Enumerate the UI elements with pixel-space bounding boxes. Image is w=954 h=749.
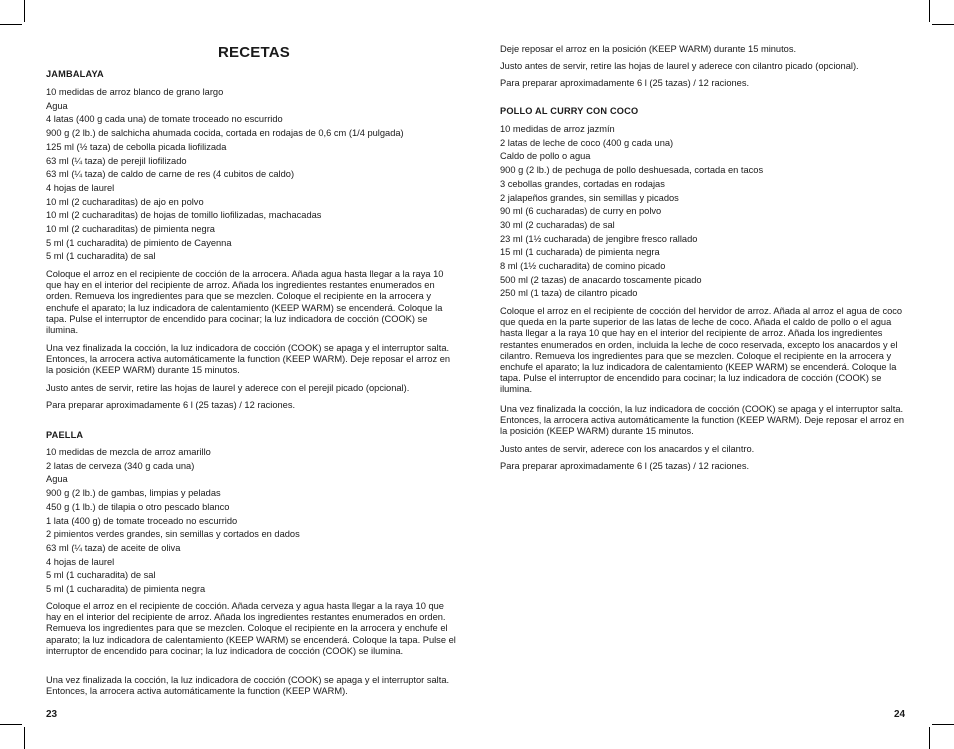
list-item: 4 hojas de laurel (46, 182, 115, 193)
list-item: 500 ml (2 tazas) de anacardo toscamente picado (500, 274, 702, 285)
instruction-paragraph: Justo antes de servir, aderece con los anacardos y el cilantro. (500, 444, 755, 454)
servings-text: Para preparar aproximadamente 6 l (25 tazas) / 12 raciones. (500, 461, 750, 471)
instruction-paragraph: Justo antes de servir, retire las hojas de laurel y aderece con el perejil picado (opcional). (46, 383, 410, 393)
list-item: 5 ml (1 cucharadita) de pimienta negra (46, 584, 206, 595)
crop-mark (24, 0, 25, 22)
list-item: 63 ml (¼ taza) de aceite de oliva (46, 542, 181, 553)
list-item: 63 ml (¼ taza) de caldo de carne de res (4 cubitos de caldo) (46, 169, 295, 180)
list-item: 250 ml (1 taza) de cilantro picado (500, 288, 638, 299)
instruction-paragraph: Una vez finalizada la cocción, la luz indicadora de cocción (COOK) se apaga y el interruptor salta. Entonces, la arrocera activa automáticamente la function (KEEP WARM). Deje reposar el arroz en la posición (KEEP WARM) durante 15 minutos. (46, 343, 451, 376)
instruction-paragraph: Coloque el arroz en el recipiente de cocción. Añada cerveza y agua hasta llegar a la raya 10 que hay en el interior del recipiente de arroz. Añada los ingredientes restantes enumerados en orden. Remueva los ingredientes para que se mezclen. Coloque el recipiente en la arrocera y enchufe el aparato; la luz indicadora de calentamiento (KEEP WARM) se encenderá. Coloque la tapa. Pulse el interruptor de encendido para cocinar; la luz indicadora de cocción (COOK) se ilumina. (46, 601, 456, 656)
list-item: 63 ml (¼ taza) de perejil liofilizado (46, 155, 187, 166)
list-item: 5 ml (1 cucharadita) de sal (46, 570, 156, 581)
list-item: 10 ml (2 cucharaditas) de pimienta negra (46, 224, 215, 235)
instruction-paragraph: Una vez finalizada la cocción, la luz indicadora de cocción (COOK) se apaga y el interruptor salta. Entonces, la arrocera activa automáticamente la function (KEEP WARM). (46, 675, 450, 697)
recipe-heading-jambalaya: JAMBALAYA (46, 69, 104, 79)
list-item: 8 ml (1½ cucharadita) de comino picado (500, 261, 666, 272)
list-item: Agua (46, 474, 68, 485)
list-item: 5 ml (1 cucharadita) de pimiento de Cayenna (46, 237, 232, 248)
list-item: 2 jalapeños grandes, sin semillas y picados (500, 192, 679, 203)
ingredient-list-jambalaya (46, 86, 404, 264)
list-item: 15 ml (1 cucharada) de pimienta negra (500, 247, 660, 258)
crop-mark (0, 24, 22, 25)
crop-mark (929, 0, 930, 22)
list-item: 2 latas de cerveza (340 g cada una) (46, 460, 195, 471)
instruction-paragraph: Coloque el arroz en el recipiente de cocción del hervidor de arroz. Añada al arroz el agua de coco que queda en la parte superior de las latas de leche de coco. Añada el caldo de pollo o el agua hasta llegar a la raya 10 que hay en el interior del recipiente de arroz. Añada los ingredientes restantes enumerados en orden, incluida la leche de coco reservada, excepto los anacardos y el cilantro. Remueva los ingredientes para que se mezclen. Coloque el recipiente en la arrocera y enchufe el aparato; la luz indicadora de calentamiento (KEEP WARM) se encenderá. Coloque la tapa. Pulse el interruptor de encendido para cocinar; la luz indicadora de cocción (COOK) se ilumina. (500, 306, 903, 395)
list-item: 2 pimientos verdes grandes, sin semillas y cortados en dados (46, 529, 300, 540)
crop-mark (932, 24, 954, 25)
page-title: RECETAS (218, 44, 290, 61)
list-item: 125 ml (½ taza) de cebolla picada liofilizada (46, 141, 227, 152)
list-item: 900 g (2 lb.) de salchicha ahumada cocida, cortada en rodajas de 0,6 cm (1/4 pulgada) (46, 128, 404, 139)
recipe-heading-pollo: POLLO AL CURRY CON COCO (500, 106, 639, 116)
list-item: 10 ml (2 cucharaditas) de hojas de tomillo liofilizadas, machacadas (46, 210, 322, 221)
page-number-right: 24 (894, 709, 906, 720)
list-item: 1 lata (400 g) de tomate troceado no escurrido (46, 515, 238, 526)
recipe-heading-paella: PAELLA (46, 430, 84, 440)
crop-mark (932, 724, 954, 725)
crop-mark (0, 724, 22, 725)
list-item: Caldo de pollo o agua (500, 151, 591, 162)
page-number-left: 23 (46, 709, 58, 720)
list-item: 2 latas de leche de coco (400 g cada una) (500, 137, 674, 148)
instruction-paragraph: Deje reposar el arroz en la posición (KEEP WARM) durante 15 minutos. (500, 44, 797, 54)
list-item: Agua (46, 100, 68, 111)
list-item: 3 cebollas grandes, cortadas en rodajas (500, 178, 665, 189)
list-item: 90 ml (6 cucharadas) de curry en polvo (500, 206, 662, 217)
servings-text: Para preparar aproximadamente 6 l (25 tazas) / 12 raciones. (500, 78, 750, 88)
crop-mark (24, 727, 25, 749)
list-item: 5 ml (1 cucharadita) de sal (46, 251, 156, 262)
list-item: 30 ml (2 cucharadas) de sal (500, 219, 615, 230)
list-item: 23 ml (1½ cucharada) de jengibre fresco rallado (500, 233, 698, 244)
ingredient-list-pollo (500, 123, 763, 301)
instruction-paragraph: Justo antes de servir, retire las hojas de laurel y aderece con cilantro picado (opcional). (500, 61, 859, 71)
list-item: 4 latas (400 g cada una) de tomate troceado no escurrido (46, 114, 283, 125)
list-item: 10 medidas de mezcla de arroz amarillo (46, 447, 211, 457)
list-item: 10 ml (2 cucharaditas) de ajo en polvo (46, 196, 204, 207)
instruction-paragraph: Una vez finalizada la cocción, la luz indicadora de cocción (COOK) se apaga y el interruptor salta. Entonces, la arrocera activa automáticamente la function (KEEP WARM). Deje reposar el arroz en la posición (KEEP WARM) durante 15 minutos. (500, 404, 905, 437)
servings-text: Para preparar aproximadamente 6 l (25 tazas) / 12 raciones. (46, 400, 296, 410)
ingredient-list-paella (46, 446, 300, 597)
list-item: 10 medidas de arroz blanco de grano largo (46, 87, 224, 97)
list-item: 900 g (2 lb.) de gambas, limpias y peladas (46, 488, 221, 499)
list-item: 4 hojas de laurel (46, 556, 115, 567)
crop-mark (929, 727, 930, 749)
list-item: 10 medidas de arroz jazmín (500, 124, 615, 134)
instruction-paragraph: Coloque el arroz en el recipiente de cocción de la arrocera. Añada agua hasta llegar a la raya 10 que hay en el interior del recipiente de arroz. Añada los ingredientes restantes enumerados en orden. Remueva los ingredientes para que se mezclen. Coloque el recipiente en la arrocera y enchufe el aparato; la luz indicadora de calentamiento (KEEP WARM) se encenderá. Coloque la tapa. Pulse el interruptor de encendido para cocinar; la luz indicadora de cocción (COOK) se ilumina. (46, 269, 444, 336)
list-item: 450 g (1 lb.) de tilapia o otro pescado blanco (46, 501, 230, 512)
list-item: 900 g (2 lb.) de pechuga de pollo deshuesada, cortada en tacos (500, 165, 764, 176)
